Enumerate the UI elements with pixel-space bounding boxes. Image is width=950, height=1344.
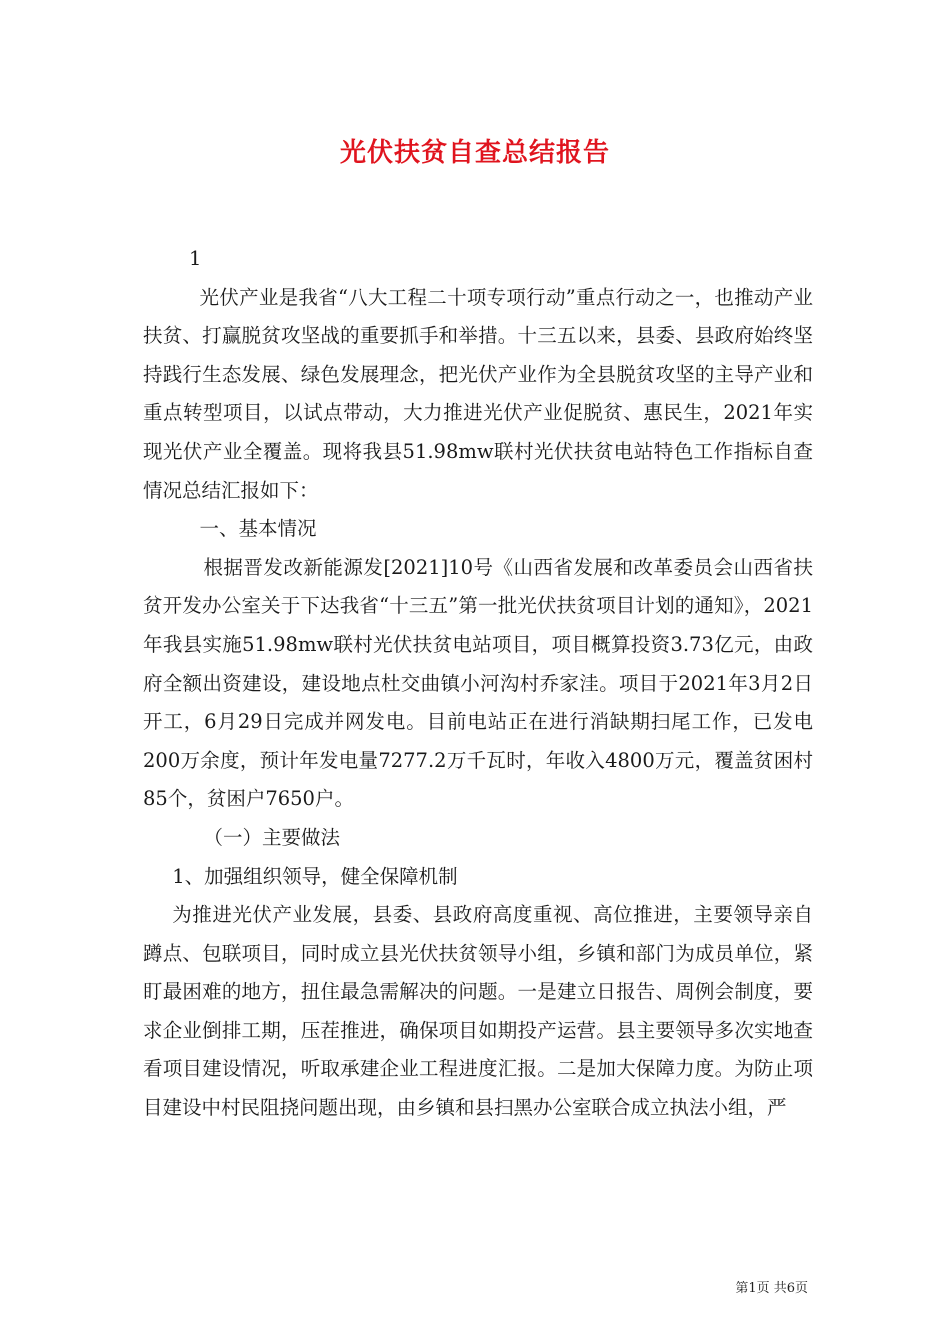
heading-basic-situation: 一、基本情况 (199, 517, 317, 541)
document-body (143, 240, 813, 1128)
section-number: 1 (189, 247, 202, 270)
subheading-main-practices: （一）主要做法 (203, 825, 340, 849)
basic-situation-paragraph: 根据晋发改新能源发[2021]10号《山西省发展和改革委员会山西省扶贫开发办公室关于下达我省“十三五”第一批光伏扶贫项目计划的通知》，2021年我县实施51.98mw联村光伏扶贫电站项目，项目概算投资3.73亿元，由政府全额出资建设，建设地点杜交曲镇小河沟村乔家洼。项目于2021年3月2日开工，6月29日完成并网发电。目前电站正在进行消缺期扫尾工作，已发电200万余度，预计年发电量7277.2万千瓦时，年收入4800万元，覆盖贫困村85个，贫困户7650户。 (143, 555, 813, 811)
document-title: 光伏扶贫自查总结报告 (339, 138, 610, 168)
item-heading-organization: 1、加强组织领导，健全保障机制 (172, 864, 458, 888)
measures-paragraph: 为推进光伏产业发展，县委、县政府高度重视、高位推进，主要领导亲自蹲点、包联项目，同时成立县光伏扶贫领导小组，乡镇和部门为成员单位，紧盯最困难的地方，扭住最急需解决的问题。一是建立日报告、周例会制度，要求企业倒排工期，压茬推进，确保项目如期投产运营。县主要领导多次实地查看项目建设情况，听取承建企业工程进度汇报。二是加大保障力度。为防止项目建设中村民阻挠问题出现，由乡镇和县扫黑办公室联合成立执法小组，严 (143, 903, 813, 1120)
page-footer: 第1页 共6页 (735, 1281, 808, 1296)
intro-paragraph: 光伏产业是我省“八大工程二十项专项行动”重点行动之一，也推动产业扶贫、打赢脱贫攻坚战的重要抓手和举措。十三五以来，县委、县政府始终坚持践行生态发展、绿色发展理念，把光伏产业作为全县脱贫攻坚的主导产业和重点转型项目，以试点带动，大力推进光伏产业促脱贫、惠民生，2021年实现光伏产业全覆盖。现将我县51.98mw联村光伏扶贫电站特色工作指标自查情况总结汇报如下： (143, 285, 813, 502)
